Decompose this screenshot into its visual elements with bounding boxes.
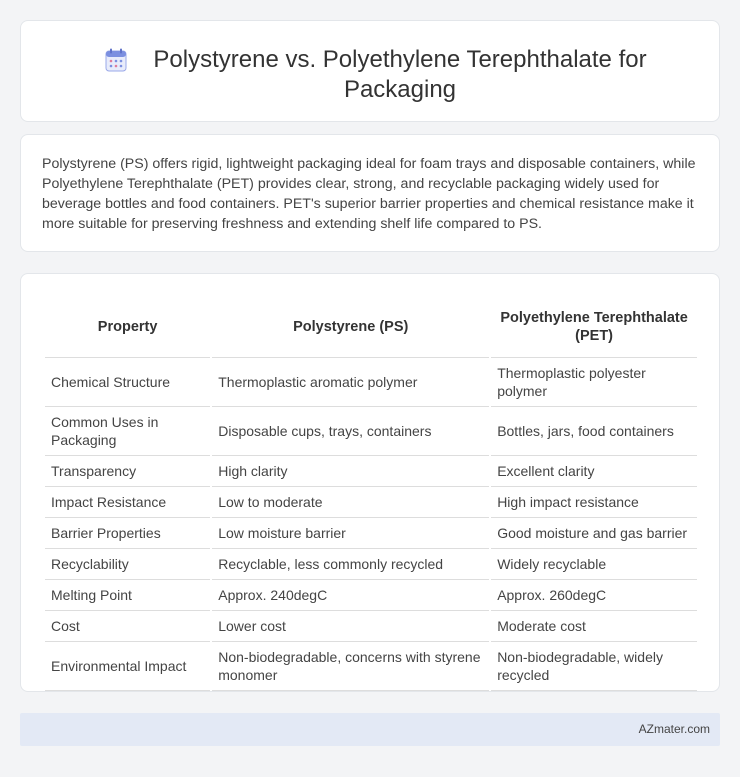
- table-row: [45, 358, 697, 407]
- table-cell: Transparency: [45, 456, 210, 487]
- table-cell: Disposable cups, trays, containers: [212, 407, 489, 456]
- comparison-table: [43, 296, 699, 691]
- table-cell: Good moisture and gas barrier: [491, 518, 697, 549]
- table-cell: Low to moderate: [212, 487, 489, 518]
- intro-paragraph: Polystyrene (PS) offers rigid, lightweight packaging ideal for foam trays and disposable containers, while Polyethylene Terephthalate (PET) provides clear, strong, and recyclable packaging widely used for beverage bottles and food containers. PET's superior barrier properties and chemical resistance make it more suitable for preserving freshness and extending shelf life compared to PS.: [42, 156, 696, 232]
- table-cell: Excellent clarity: [491, 456, 697, 487]
- table-cell: High clarity: [212, 456, 489, 487]
- footer-bar: [20, 713, 720, 746]
- table-cell: Moderate cost: [491, 611, 697, 642]
- table-cell: Barrier Properties: [45, 518, 210, 549]
- table-cell: Common Uses in Packaging: [45, 407, 210, 456]
- table-row: [45, 518, 697, 549]
- table-cell: Chemical Structure: [45, 358, 210, 407]
- table-cell: Non-biodegradable, widely recycled: [491, 642, 697, 691]
- table-header-row: [45, 296, 697, 358]
- table-row: [45, 487, 697, 518]
- table-cell: Approx. 240degC: [212, 580, 489, 611]
- table-cell: Recyclability: [45, 549, 210, 580]
- column-header: Polyethylene Terephthalate (PET): [491, 296, 697, 358]
- table-cell: Widely recyclable: [491, 549, 697, 580]
- table-cell: Cost: [45, 611, 210, 642]
- intro-card: [20, 134, 720, 252]
- table-row: [45, 580, 697, 611]
- table-cell: Lower cost: [212, 611, 489, 642]
- table-cell: Low moisture barrier: [212, 518, 489, 549]
- title-card: [20, 20, 720, 122]
- table-cell: Recyclable, less commonly recycled: [212, 549, 489, 580]
- table-cell: High impact resistance: [491, 487, 697, 518]
- table-row: [45, 407, 697, 456]
- comparison-table-card: [20, 273, 720, 692]
- table-cell: Environmental Impact: [45, 642, 210, 691]
- table-cell: Non-biodegradable, concerns with styrene monomer: [212, 642, 489, 691]
- column-header: Polystyrene (PS): [212, 296, 489, 358]
- table-cell: Melting Point: [45, 580, 210, 611]
- footer-site-link[interactable]: AZmater.com: [638, 722, 710, 736]
- table-cell: Impact Resistance: [45, 487, 210, 518]
- table-cell: Thermoplastic polyester polymer: [491, 358, 697, 407]
- table-cell: Bottles, jars, food containers: [491, 407, 697, 456]
- table-row: [45, 456, 697, 487]
- column-header: Property: [45, 296, 210, 358]
- table-row: [45, 611, 697, 642]
- table-row: [45, 642, 697, 691]
- page-title: Polystyrene vs. Polyethylene Terephthalate for Packaging: [153, 46, 647, 103]
- table-cell: Approx. 260degC: [491, 580, 697, 611]
- table-cell: Thermoplastic aromatic polymer: [212, 358, 489, 407]
- table-row: [45, 549, 697, 580]
